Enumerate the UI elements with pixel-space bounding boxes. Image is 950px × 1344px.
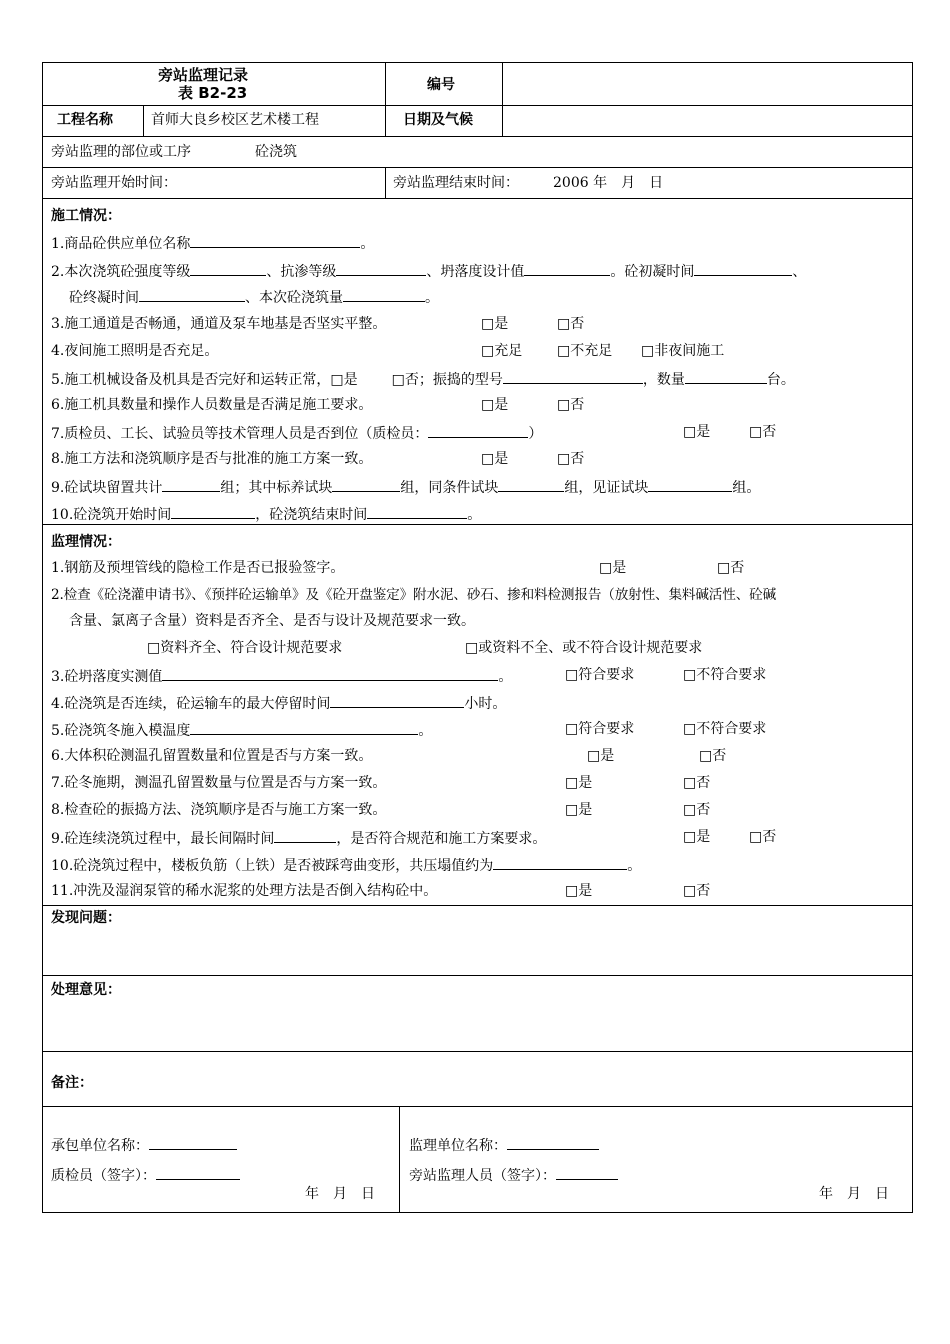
- i6-no[interactable]: □否: [557, 397, 585, 413]
- signature-section: [43, 1107, 912, 1213]
- construction-item-5: 5.施工机械设备及机具是否完好和运转正常，□是 □否；振捣的型号 ，数量 台。: [51, 372, 795, 388]
- construction-item-2: 2.本次浇筑砼强度等级 、抗渗等级 、坍落度设计值 。砼初凝时间 、: [51, 264, 807, 280]
- i6-yes[interactable]: □是: [481, 397, 509, 413]
- construction-item-9: 9.砼试块留置共计 组；其中标养试块 组，同条件试块 组，见证试块 组。: [51, 480, 761, 496]
- supervision-item-9: 9.砼连续浇筑过程中，最长间隔时间 ，是否符合规范和施工方案要求。: [51, 831, 547, 847]
- inspector-field[interactable]: [428, 424, 528, 438]
- s11-no[interactable]: □否: [683, 883, 711, 899]
- location-label: 旁站监理的部位或工序: [51, 144, 191, 160]
- inspector-signature: 质检员（签字）：: [51, 1166, 240, 1184]
- construction-item-3: 3.施工通道是否畅通，通道及泵车地基是否坚实平整。: [51, 316, 387, 332]
- project-name-value[interactable]: 首师大良乡校区艺术楼工程: [151, 112, 319, 128]
- construction-item-2-cont: 砼终凝时间 、本次砼浇筑量 。: [69, 290, 439, 306]
- form-frame: [42, 62, 913, 1213]
- s5-meets[interactable]: □符合要求: [565, 721, 635, 737]
- supervision-item-7: 7.砼冬施期，测温孔留置数量与位置是否与方案一致。: [51, 775, 387, 791]
- construction-heading: 施工情况：: [51, 208, 121, 224]
- contractor-unit-field[interactable]: [149, 1136, 237, 1150]
- s7-yes[interactable]: □是: [565, 775, 593, 791]
- supervision-item-1: 1.钢筋及预埋管线的隐检工作是否已报验签字。: [51, 560, 345, 576]
- s8-no[interactable]: □否: [683, 802, 711, 818]
- project-row: [43, 106, 912, 137]
- supervision-unit-field[interactable]: [507, 1136, 599, 1150]
- i3-no[interactable]: □否: [557, 316, 585, 332]
- s9-yes[interactable]: □是: [683, 829, 711, 845]
- s7-no[interactable]: □否: [683, 775, 711, 791]
- s8-yes[interactable]: □是: [565, 802, 593, 818]
- supervision-item-4: 4.砼浇筑是否连续，砼运输车的最大停留时间 小时。: [51, 696, 507, 712]
- supplier-field[interactable]: [190, 234, 360, 248]
- remarks-heading: 备注：: [51, 1075, 93, 1091]
- supervision-heading: 监理情况：: [51, 534, 121, 550]
- i3-yes[interactable]: □是: [481, 316, 509, 332]
- s1-yes[interactable]: □是: [599, 560, 627, 576]
- s3-not-meets[interactable]: □不符合要求: [683, 667, 767, 683]
- handling-section[interactable]: [43, 976, 912, 1052]
- inspector-signature-field[interactable]: [156, 1166, 240, 1180]
- i5-no[interactable]: □否: [391, 372, 419, 388]
- construction-item-8: 8.施工方法和浇筑顺序是否与批准的施工方案一致。: [51, 451, 373, 467]
- date-weather-label: 日期及气候: [403, 112, 473, 128]
- supervision-item-11: 11.冲洗及湿润泵管的稀水泥浆的处理方法是否倒入结构砼中。: [51, 883, 438, 899]
- location-row: [43, 137, 912, 168]
- supervision-date[interactable]: 年 月 日: [819, 1186, 889, 1202]
- number-label: 编号: [427, 77, 455, 93]
- handling-heading: 处理意见：: [51, 982, 121, 998]
- supervision-section: [43, 525, 912, 906]
- s2-docs-ok[interactable]: □资料齐全、符合设计规范要求: [147, 640, 343, 656]
- i5-yes[interactable]: □是: [330, 372, 358, 388]
- s3-meets[interactable]: □符合要求: [565, 667, 635, 683]
- end-time-value[interactable]: 2006 年 月 日: [553, 175, 664, 191]
- supervision-item-6: 6.大体积砼测温孔留置数量和位置是否与方案一致。: [51, 748, 373, 764]
- start-time-label: 旁站监理开始时间：: [51, 175, 177, 191]
- issues-section[interactable]: [43, 906, 912, 976]
- remarks-section[interactable]: [43, 1052, 912, 1107]
- i8-no[interactable]: □否: [557, 451, 585, 467]
- location-value[interactable]: 砼浇筑: [255, 144, 297, 160]
- construction-item-4: 4.夜间施工照明是否充足。: [51, 343, 219, 359]
- construction-item-1: 1.商品砼供应单位名称 。: [51, 236, 375, 252]
- s1-no[interactable]: □否: [717, 560, 745, 576]
- supervisor-signature: 旁站监理人员（签字）：: [409, 1166, 618, 1184]
- construction-item-10: 10.砼浇筑开始时间 ，砼浇筑结束时间 。: [51, 507, 482, 523]
- i4-sufficient[interactable]: □充足: [481, 343, 523, 359]
- supervision-item-3: 3.砼坍落度实测值 。: [51, 669, 513, 685]
- s6-no[interactable]: □否: [699, 748, 727, 764]
- s6-yes[interactable]: □是: [587, 748, 615, 764]
- time-row: [43, 168, 912, 199]
- supervision-unit: 监理单位名称：: [409, 1136, 599, 1154]
- supervision-item-2: 2.检查《砼浇灌申请书》、《预拌砼运输单》及《砼开盘鉴定》附水泥、砂石、掺和料检测报告（放射性、集料碱活性、砼碱: [51, 587, 777, 603]
- i8-yes[interactable]: □是: [481, 451, 509, 467]
- supervision-item-10: 10.砼浇筑过程中，楼板负筋（上铁）是否被踩弯曲变形，共压塌值约为 。: [51, 858, 642, 874]
- supervisor-signature-field[interactable]: [556, 1166, 618, 1180]
- contractor-unit: 承包单位名称：: [51, 1136, 237, 1154]
- supervision-item-5: 5.砼浇筑冬施入模温度 。: [51, 723, 433, 739]
- i7-yes[interactable]: □是: [683, 424, 711, 440]
- i7-no[interactable]: □否: [749, 424, 777, 440]
- construction-item-7: 7.质检员、工长、试验员等技术管理人员是否到位（质检员： ）: [51, 426, 543, 442]
- i4-not-night[interactable]: □非夜间施工: [641, 343, 725, 359]
- title-row: [43, 63, 912, 106]
- construction-section: [43, 199, 912, 525]
- construction-item-6: 6.施工机具数量和操作人员数量是否满足施工要求。: [51, 397, 373, 413]
- s5-not-meets[interactable]: □不符合要求: [683, 721, 767, 737]
- issues-heading: 发现问题：: [51, 910, 121, 926]
- form-code: 表 B2-23: [178, 84, 248, 102]
- s11-yes[interactable]: □是: [565, 883, 593, 899]
- contractor-date[interactable]: 年 月 日: [305, 1186, 375, 1202]
- end-time-label: 旁站监理结束时间：: [393, 175, 519, 191]
- form-title: 旁站监理记录: [158, 66, 249, 84]
- i4-insufficient[interactable]: □不充足: [557, 343, 613, 359]
- s2-docs-bad[interactable]: □或资料不全、或不符合设计规范要求: [465, 640, 703, 656]
- supervision-item-2-cont: 含量、氯离子含量）资料是否齐全、是否与设计及规范要求一致。: [69, 613, 475, 629]
- s9-no[interactable]: □否: [749, 829, 777, 845]
- project-name-label: 工程名称: [57, 112, 113, 128]
- supervision-item-8: 8.检查砼的振捣方法、浇筑顺序是否与施工方案一致。: [51, 802, 387, 818]
